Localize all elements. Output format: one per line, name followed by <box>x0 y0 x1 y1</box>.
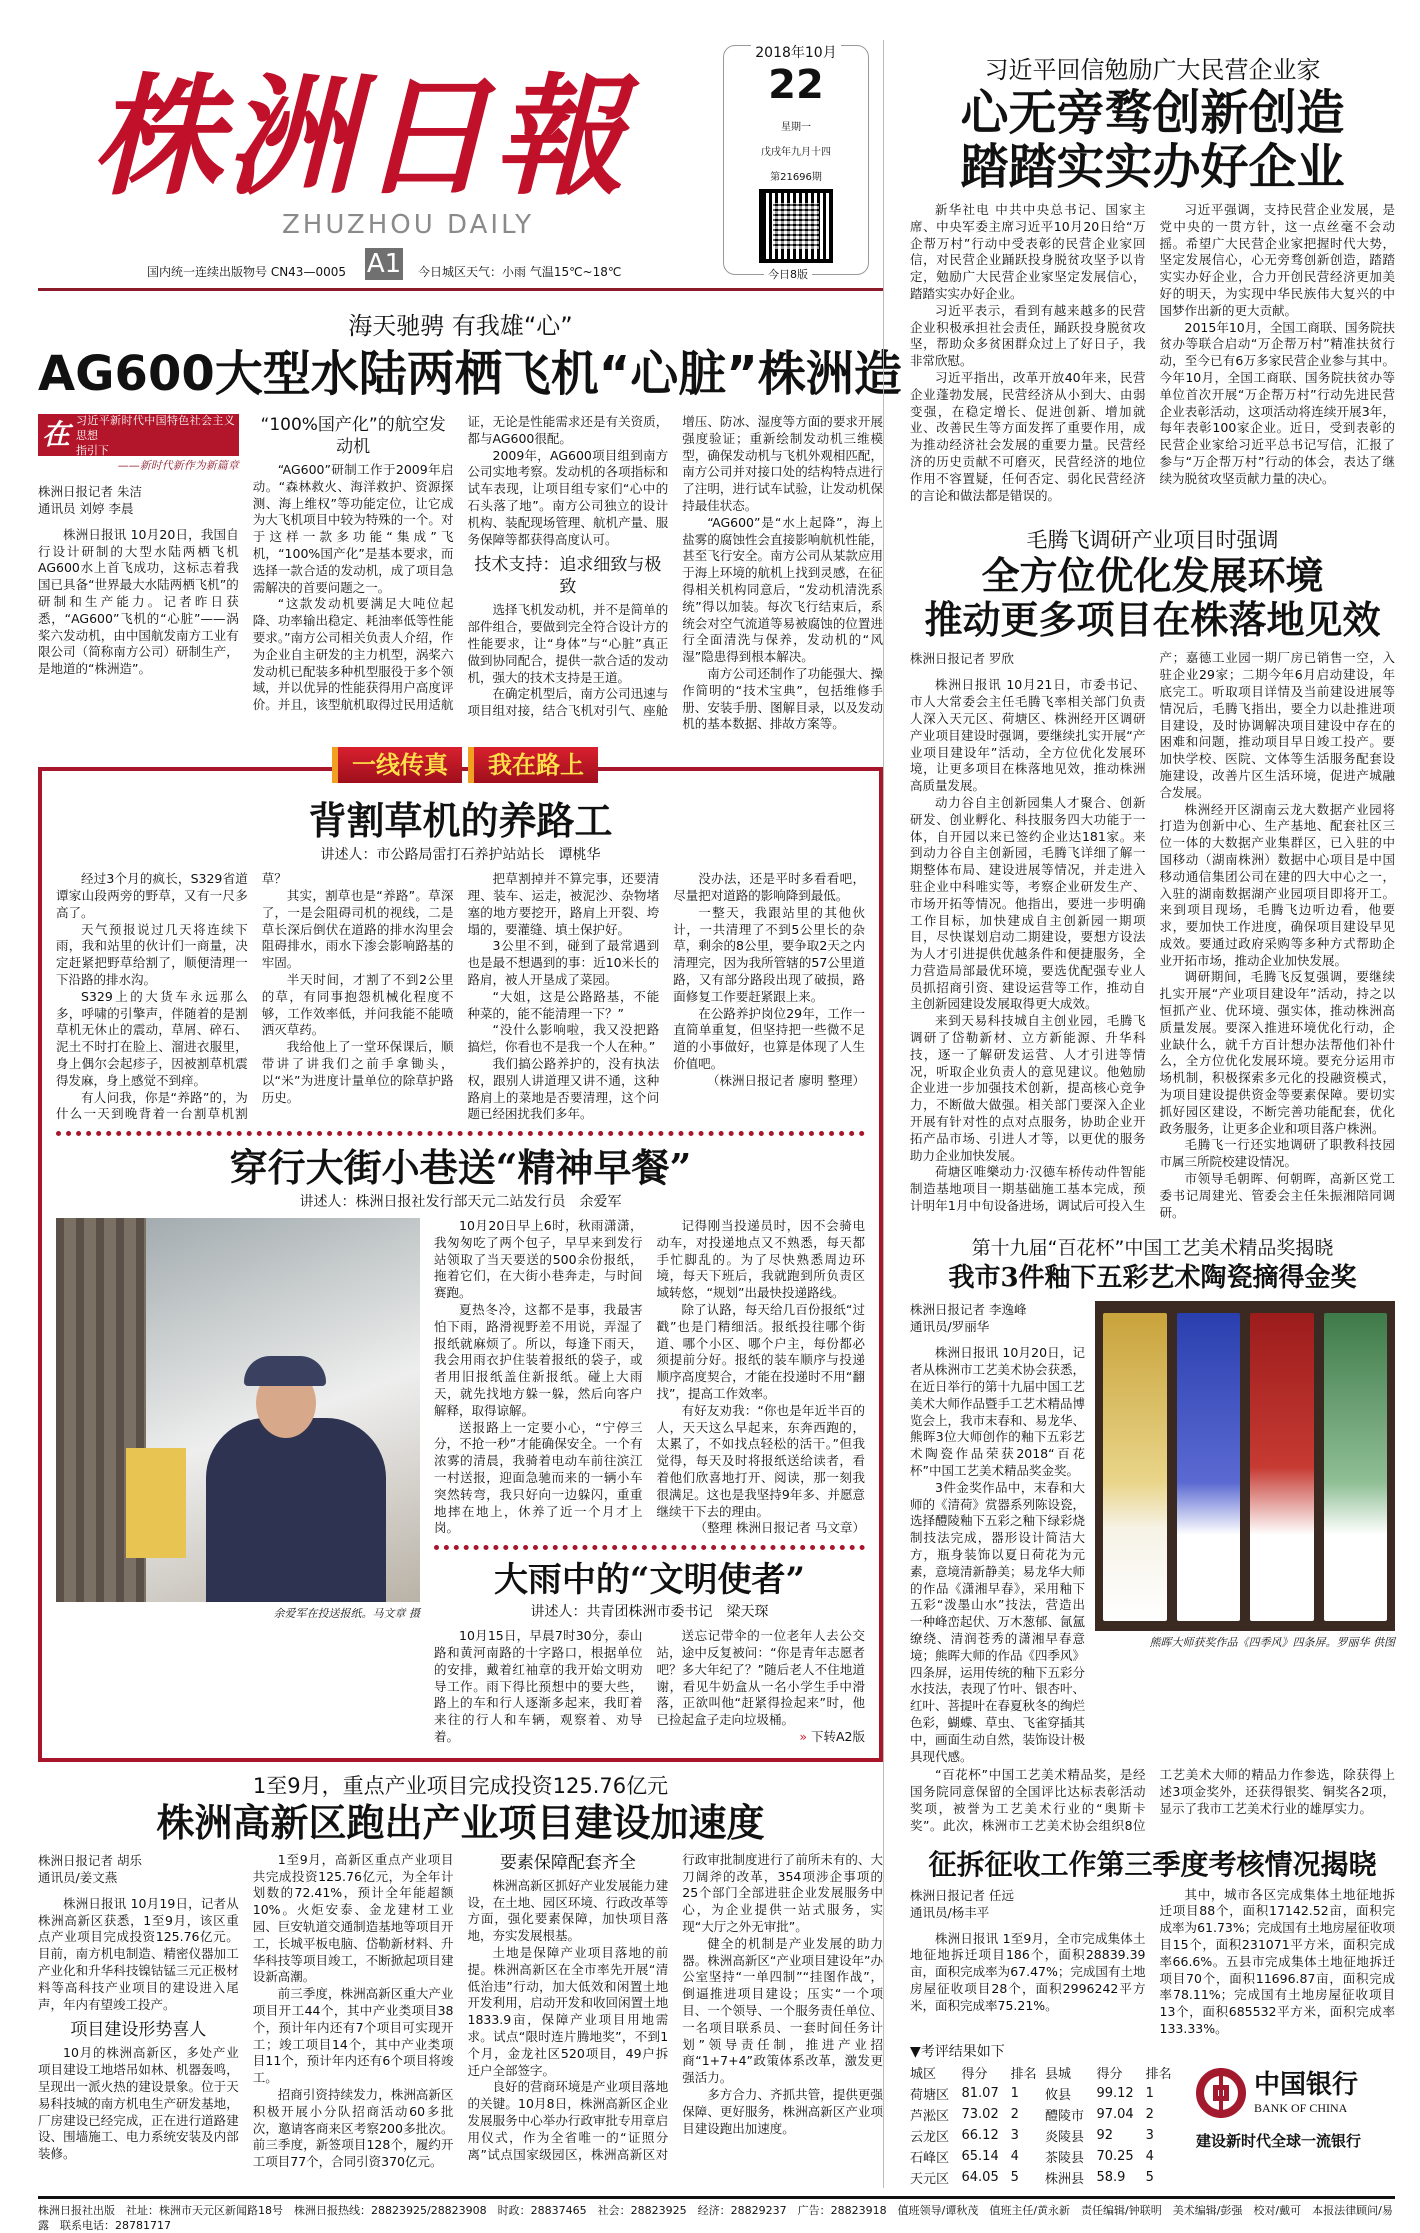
page-count: 今日8版 <box>764 266 812 282</box>
byline-correspondent: 通讯员 刘婷 李晨 <box>38 500 134 516</box>
lead-headline-line2: 踏踏实实办好企业 <box>960 139 1345 195</box>
story1-narrator: 讲述人：市公路局雷打石养护站站长 谭桃华 <box>320 847 601 864</box>
story2-narrator: 讲述人：株洲日报社发行部天元二站发行员 余爱军 <box>299 1194 622 1211</box>
paragraph: 习近平强调，支持民营企业发展，是党中央的一贯方针，这一点丝毫不会动摇。希望广大民营企业家把握时代大势，坚定发展信心，心无旁骛创新创造，踏踏实实办好企业，合力开创民营经济更加美好的明天，为实现中华民族伟大复兴的中国梦作出新的更大贡献。 <box>1159 202 1395 318</box>
ceramic-row <box>910 1301 1395 1765</box>
table-cell: 97.04 <box>1096 2106 1134 2122</box>
paragraph: “大姐，这是公路路基，不能种菜的，能不能清理一下？” <box>467 988 660 1021</box>
table-cell: 芦淞区 <box>910 2108 950 2124</box>
table-cell: 石峰区 <box>910 2150 950 2166</box>
bank-name-cn: 中国银行 <box>1254 2070 1359 2101</box>
date-year-month: 2018年10月 <box>751 42 840 62</box>
paragraph: 新华社电 中共中央总书记、国家主席、中央军委主席习近平10月20日给“万企帮万村”行动中受表彰的民营企业家回信，对民营企业踊跃投身脱贫攻坚予以肯定，勉励广大民营企业家坚定发展信心，踏踏实实办好企业。 <box>910 202 1146 301</box>
paragraph: 10月15日，早晨7时30分，泰山路和黄河南路的十字路口，根据单位的安排，戴着红袖章的我开始文明劝导工作。雨下得比预想中的要大些，路上的车和行人逐渐多起来，我盯着来往的行人和车辆，观察着、劝导着。 <box>434 1628 643 1745</box>
story1-credit: （株洲日报记者 廖明 整理） <box>707 1072 865 1088</box>
paragraph: 3件金奖作品中，末春和大师的《清荷》赏器系列陈设瓷，选择醴陵釉下五彩之釉下绿彩烧制技法完成，器形设计简洁大方，瓶身装饰以夏日荷花为元素，意境清新静美；易龙华大师的作品《潇湘早春》，采用釉下五彩“泼墨山水”技法，营造出一种峰峦起伏、万木葱郁、氤氲缭绕、清润苍秀的潇湘早春意境；熊晖大师的作品《四季风》四条屏，运用传统的釉下五彩分水技法，表现了竹叶、银杏叶、红叶、菩提叶在春夏秋冬的绚烂色彩，蝴蝶、草虫、飞雀穿插其中，画面生动自然，装饰设计极具现代感。 <box>910 1479 1086 1764</box>
ceramic-article-body-2 <box>910 1767 1395 1834</box>
demolition-byline <box>910 1887 1146 1921</box>
paragraph: 健全的机制是产业发展的助力器。株洲高新区“产业项目建设年”办公室坚持“一单四制”“挂图作战”，倒逼推进项目建设；压实“一个项目、一个领导、一个服务责任单位、一名项目联系员、一套时间任务计划”领导责任制，推进产业招商“1+7+4”政策体系改革，激发更强活力。 <box>682 1935 883 2086</box>
photo-caption: 余爱军在投送报纸。马文章 摄 <box>273 1607 420 1621</box>
hitech-paragraphs <box>38 1852 883 2171</box>
story3-title: 大雨中的“文明使者” <box>493 1560 806 1601</box>
col-header: 排名 <box>1145 2066 1172 2082</box>
table-cell: 1 <box>1145 2085 1154 2101</box>
col-header: 排名 <box>1010 2066 1037 2082</box>
paragraph: 夏热冬冷，这都不是事，我最害怕下雨，路滑视野差不用说，弄湿了报纸就麻烦了。所以，每逢下雨天，我会用雨衣护住装着报纸的袋子，或者用旧报纸盖住新报纸。碰上大雨天，就先找地方躲一躲，然后向客户解释，取得谅解。 <box>434 1302 643 1418</box>
publication-number: 国内统一连续出版物号 CN43—0005 <box>147 265 346 279</box>
subheading: 项目建设形势喜人 <box>70 2020 207 2041</box>
bank-of-china-ad[interactable] <box>1196 2062 1396 2151</box>
paragraph: 株洲日报讯 10月21日，市委书记、市人大常委会主任毛腾飞率相关部门负责人深入天元区、荷塘区、株洲经开区调研产业项目建设时强调，要继续扎实开展“产业项目建设年”活动，全方位优化发展环境，让更多项目在株落地见效，推动株洲高质量发展。 <box>910 677 1146 794</box>
paragraph: 市领导毛朝晖、何朝晖，高新区党工委书记周建光、管委会主任朱振湘陪同调研。 <box>1159 1171 1395 1220</box>
story2-3-text <box>434 1218 865 1746</box>
weekday: 星期一 <box>781 122 811 133</box>
table-row <box>910 2146 1180 2167</box>
masthead-rule <box>38 288 883 291</box>
paragraph: 选择飞机发动机，并不是简单的部件组合，要做到完全符合设计方的性能要求，让“身体”与“心脏”真正做到协同配合，提供一款合适的发动机，强大的技术支持是王道。 <box>467 602 669 685</box>
paragraph: “AG600”研制工作于2009年启动。“森林救火、海洋救护、资源探测、海上维权”等功能定位，让它成为大飞机项目中较为特殊的一个。对于这样一款多功能“集成”飞机，“100%国产化”是基本要求，而选择一款合适的发动机，成了项目急需解决的首要问题之一。 <box>252 462 454 595</box>
paragraph: “AG600”是“水上起降”，海上盐雾的腐蚀性会直接影响航机性能，甚至飞行安全。南方公司从某款应用于海上环境的航机上找到灵感，在征得相关机构同意后，“发动机清洗系统”得以加装。每次飞行结束后，系统会对空气流道等易被腐蚀的位置进行全面清洗与保养，发动机的“风湿”隐患得到根本解决。 <box>682 514 883 665</box>
paragraph: 株洲日报讯 10月20日，我国自行设计研制的大型水陆两栖飞机AG600水上首飞成功，这标志着我国已具备“世界最大水陆两栖飞机”的研制和生产能力。记者昨日获悉，“AG600”飞机的“心脏”——涡桨六发动机，由中国航发南方工业有限公司（简称南方公司）研制生产，是地道的“株洲造”。 <box>38 526 239 677</box>
story2-title: 穿行大街小巷送“精神早餐” <box>229 1145 692 1191</box>
col-header: 城区 <box>910 2066 937 2082</box>
paragraph: 半天时间，才割了不到2公里的草，有同事抱怨机械化程度不够，工作效率低，并问我能不能喷洒灭草药。 <box>261 971 454 1038</box>
table-cell: 醴陵市 <box>1044 2108 1084 2124</box>
table-cell: 攸县 <box>1044 2087 1071 2103</box>
dotted-divider <box>56 1131 865 1136</box>
col-header: 得分 <box>1096 2066 1123 2082</box>
byline-correspondent: 通讯员/杨丰平 <box>910 1904 990 1920</box>
byline-correspondent: 通讯员/罗丽华 <box>910 1319 990 1335</box>
table-row <box>910 2125 1180 2146</box>
paragraph: 记得刚当投递员时，因不会骑电动车，对投递地点又不熟悉，每天都手忙脚乱的。为了尽快熟悉周边环境，每天下班后，我就跑到所负责区域转悠，“规划”出最快投递路线。 <box>656 1218 865 1301</box>
table-cell: 3 <box>1010 2127 1019 2143</box>
paragraph: 有人问我，你是“养路”的，为什么一天到晚背着一台割草机割草？ <box>56 871 287 1122</box>
issue-number: 第21696期 <box>770 172 822 183</box>
lead-article-body <box>910 202 1395 504</box>
subheading: 技术支持：追求细致与极致 <box>474 555 662 598</box>
ceramic-kicker: 第十九届“百花杯”中国工艺美术精品奖揭晓 <box>971 1237 1334 1260</box>
ceramic-panels-photo <box>1095 1301 1395 1631</box>
paragraph: 3公里不到，碰到了最常遇到也是最不想遇到的事：近10米长的路肩，被人开垦成了菜园。 <box>467 938 660 987</box>
demolition-headline: 征拆征收工作第三季度考核情况揭晓 <box>928 1847 1377 1881</box>
mao-kicker: 毛腾飞调研产业项目时强调 <box>1026 528 1279 553</box>
story2-row <box>56 1218 865 1746</box>
table-cell: 92 <box>1096 2127 1114 2143</box>
paragraph: 1至9月，高新区重点产业项目共完成投资125.76亿元，为全年计划数的72.41%，预计全年能超额10%。火炬安泰、金龙建材工业园、巨安轨道交通制造基地等项目开工，长城平板电脑、岱勒新材料、升华科技等项目竣工，不断掀起项目建设新高潮。 <box>252 1851 454 1985</box>
table-row <box>910 2167 1180 2188</box>
mao-headline-line2: 推动更多项目在株落地见效 <box>924 598 1381 643</box>
paragraph: 送报路上一定要小心，“宁停三分，不抢一秒”才能确保安全。一个有浓雾的清晨，我骑着电动车前往滨江一村送报，迎面急驰而来的一辆小车突然转弯，我只好向一边躲闪，重重地摔在地上，休养了近一个月才上岗。 <box>434 1419 643 1536</box>
mao-article-body <box>910 650 1395 1221</box>
paragraph: 招商引资持续发力，株洲高新区积极开展小分队招商活动60多批次，邀请客商来区考察200多批次。前三季度，新签项目128个，履约开工项目77个，合同引资370亿元。 <box>252 2086 454 2170</box>
table-cell: 66.12 <box>961 2127 999 2143</box>
subheading: “100%国产化”的航空发动机 <box>260 415 446 457</box>
right-column <box>883 40 1395 2188</box>
lead-kicker: 习近平回信勉励广大民营企业家 <box>984 56 1321 84</box>
paragraph: 经过3个月的疯长，S329省道谭家山段两旁的野草，又有一尺多高了。 <box>56 871 248 920</box>
table-cell: 4 <box>1145 2148 1154 2164</box>
paragraph: 有好友劝我：“你也是年近半百的人，天天这么早起来，东奔西跑的，太累了，不如找点轻松的活干。”但我觉得，每天及时将报纸送给读者，看着他们欣喜地打开、阅读，那一刻我很满足。这也是我坚持9年多、并愿意继续干下去的理由。 <box>656 1402 865 1519</box>
paragraph: 天气预报说过几天将连续下雨，我和站里的伙计们一商量，决定赶紧把野草给割了，顺便清理一下沿路的排水沟。 <box>56 921 248 987</box>
ranking-table-body <box>910 2083 1180 2188</box>
paragraph: 土地是保障产业项目落地的前提。株洲高新区在全市率先开展“清低治违”行动，加大低效和闲置土地开发利用，启动开发和收回闲置土地1833.9亩，保障产业项目用地需求。试点“限时连片腾地奖”，不到1个月，金龙社区520项目，49户拆迁户全部签字。 <box>467 1945 669 2078</box>
table-cell: 65.14 <box>961 2148 999 2164</box>
dotted-divider <box>434 1545 865 1550</box>
ceramic-byline <box>910 1301 1085 1335</box>
newspaper-logo: 株洲日報 <box>92 60 629 213</box>
paragraph: 2009年，AG600项目组到南方公司实地考察。发动机的各项指标和试车表现，让项目组专家们“心中的石头落了地”。南方公司独立的设计机构、装配现场管理、航机产量、服务保障等都获得高度认可。 <box>467 447 669 547</box>
paragraph: 10月的株洲高新区，多处产业项目建设工地塔吊如林、机器轰鸣，呈现出一派火热的建设景象。位于天易科技城的南方机电生产研发基地，厂房建设已经完成，正在进行道路建设、围墙施工、电力系统安装及内部装修。 <box>38 2045 239 2162</box>
table-cell: 64.05 <box>961 2169 999 2185</box>
byline-reporter: 株洲日报记者 胡乐 <box>38 1852 142 1868</box>
bank-name-en: BANK OF CHINA <box>1254 2101 1348 2116</box>
hitech-kicker: 1至9月，重点产业项目完成投资125.76亿元 <box>252 1773 669 1798</box>
table-ad-row <box>910 2062 1395 2188</box>
ceramic-photo-block <box>1095 1301 1395 1651</box>
paragraph: 一整天，我跟站里的其他伙计，一共清理了不到5公里长的杂草，剩余的8公里，要争取2天之内清理完，因为我所管辖的57公里道路，又有部分路段出现了破损，路面修复工作要赶紧跟上来。 <box>673 904 865 1004</box>
table-cell: 99.12 <box>1096 2085 1134 2101</box>
lead-headline-line1: 心无旁骛创新创造 <box>960 85 1345 141</box>
byline-reporter: 株洲日报记者 朱洁 <box>38 483 142 499</box>
mao-headline <box>910 554 1395 642</box>
bank-logo-icon <box>1196 2068 1246 2118</box>
lead-headline <box>910 86 1395 194</box>
story1-title: 背割草机的养路工 <box>308 798 613 844</box>
subheading: 要素保障配套齐全 <box>499 1852 636 1873</box>
column-slogan: ——新时代新作为新篇章 <box>117 459 239 472</box>
lunar-date: 戊戌年九月十四 <box>761 147 831 158</box>
paragraph: S329上的大货车永远那么多，呼啸的引擎声，伴随着的是割草机无休止的震动，草屑、碎石、泥土不时打在脸上、溜进衣服里，身上偶尔会起疹子，因被割草机震得发麻，身上感觉不到痒。 <box>56 988 248 1088</box>
left-column <box>38 40 902 2171</box>
table-cell: 炎陵县 <box>1044 2129 1084 2145</box>
photo-block <box>56 1218 420 1622</box>
ceramic-photo-caption: 熊晖大师获奖作品《四季风》四条屏。罗丽华 供图 <box>1149 1636 1395 1650</box>
ceramic-paragraphs <box>910 1345 1085 1765</box>
table-cell: 58.9 <box>1096 2169 1126 2185</box>
byline-reporter: 株洲日报记者 李逸峰 <box>910 1302 1027 1318</box>
page-label: A1 <box>366 249 402 279</box>
mao-paragraphs <box>910 650 1395 1221</box>
feature-frame <box>38 751 883 1762</box>
continued-link[interactable] <box>657 1729 866 1746</box>
banner-label-2: 我在路上 <box>468 747 598 783</box>
ceramic-article-body <box>910 1301 1085 1765</box>
table-cell: 1 <box>1010 2085 1019 2101</box>
paragraph: 南方公司还制作了功能强大、操作简明的“技术宝典”，包括维修手册、安装手册、图解目录，以及发动机的基本数据、排故方案等。 <box>682 665 883 732</box>
paragraph: 除了认路，每天给几百份报纸“过戳”也是门精细活。报纸投往哪个街道、哪个小区、哪个户主，每份都必须提前分好。报纸的装车顺序与投递顺序高度契合，才能在投递时不用“翻找”，提高工作效率。 <box>656 1302 865 1402</box>
demolition-article-body <box>910 1887 1395 2038</box>
story3-narrator: 讲述人：共青团株洲市委书记 梁天琛 <box>530 1604 769 1621</box>
paragraph: “百花杯”中国工艺美术精品奖，是经国务院同意保留的全国评比达标表彰活动奖项，被誉为工艺美术行业的“奥斯卡奖”。此次，株洲市工艺美术协会组织8位工艺美术大师的精品力作参选，除获得上述3项金奖外，还获得银奖、铜奖各2项，显示了我市工艺美术行业的雄厚实力。 <box>910 1767 1395 1833</box>
paragraph: 2015年10月，全国工商联、国务院扶贫办等联合启动“万企帮万村”精准扶贫行动，至今已有6万多家民营企业参与其中。今年10月，全国工商联、国务院扶贫办等单位首次开展“万企帮万村”行动先进民营企业表彰活动，这项活动将连续开展3年，每年表彰100家企业。近日，受到表彰的民营企业家给习近平总书记写信，汇报了参与“万企帮万村”行动的体会，表达了继续为脱贫攻坚贡献力量的决心。 <box>1159 319 1395 486</box>
paragraph: 在确定机型后，南方公司迅速与项目组对接，结合飞机对引气、座舱增压、防冰、湿度等方面的要求开展强度验证；重新绘制发动机三维模型，确保发动机与飞机外观相匹配，南方公司并对接口处的结构特点进行了注明，进行试车试验，让发动机保持最佳状态。 <box>467 414 883 719</box>
table-cell: 70.25 <box>1096 2148 1134 2164</box>
paragraph: 在公路养护岗位29年，工作一直简单重复，但坚持把一些微不足道的小事做好，也算是体现了人生价值吧。 <box>673 1005 865 1071</box>
hitech-article-body <box>38 1852 883 2171</box>
table-cell: 2 <box>1010 2106 1019 2122</box>
paragraph: 株洲日报讯 10月20日，记者从株洲市工艺美术协会获悉，在近日举行的第十九届中国工艺美术大师作品暨手工艺术精品博览会上，我市末春和、易龙华、熊晖3位大师创作的釉下五彩艺术陶瓷作品荣获2018“百花杯”中国工艺美术精品奖金奖。 <box>910 1345 1086 1479</box>
ceramic-headline: 我市3件釉下五彩艺术陶瓷摘得金奖 <box>948 1263 1357 1294</box>
paragraph: 来到天易科技城自主创业园，毛腾飞调研了岱勒新材、立方新能源、升华科技，逐一了解研发运营、人才引进等情况，听取企业负责人的意见建议。他勉励企业进一步加强技术创新，提高核心竞争力，不断做大做强。相关部门要深入企业开展有针对性的点对点服务，协助企业开拓产品市场、引进人才等，以更优的服务助力企业加快发展。 <box>910 1013 1146 1163</box>
table-row <box>910 2083 1180 2104</box>
story2-credit: （整理 株洲日报记者 马文章） <box>694 1520 865 1536</box>
masthead <box>38 40 883 292</box>
ag600-headline: AG600大型水陆两栖飞机“心脏”株洲造 <box>38 346 902 402</box>
hitech-headline: 株洲高新区跑出产业项目建设加速度 <box>156 1799 765 1845</box>
paragraph: 习近平指出，改革开放40年来，民营企业蓬勃发展，民营经济从小到大、由弱变强，在稳定增长、促进创新、增加就业、改善民生等方面发挥了重要作用，成为推动经济社会发展的重要力量。民营经济的历史贡献不可磨灭，民营经济的地位作用不容置疑，任何否定、弱化民营经济的言论和做法都是错误的。 <box>910 369 1146 503</box>
paragraph: “这款发动机要满足大吨位起降、功率输出稳定、耗油率低等性能要求。”南方公司相关负责人介绍，作为企业自主研发的主力机型，涡桨六发动机已配装多种机型服役于多个领域，并以优异的性能获得用户高度评价。并且，该型航机取得过民用适航证，无论是性能需求还是有关资质，都与AG600很配。 <box>252 414 669 713</box>
bank-slogan: 建设新时代全球一流银行 <box>1196 2131 1362 2150</box>
column-badge-char: 在 <box>42 417 71 451</box>
col-header: 县城 <box>1044 2066 1071 2082</box>
hitech-byline <box>38 1852 239 1886</box>
footer-imprint: 株洲日报社出版 社址：株洲市天元区新闻路18号 株洲日报热线：28823925/28823908 时政：28837465 社会：28823925 经济：28829237 广告：28823918 值班领导/谭秋茂 值班主任/黄永新 责任编辑/钟联明 美术编辑/彭强 校对/戴可 本报法律顾问/易露 联系电话：28781717 <box>38 2196 1395 2233</box>
paragraph: 没办法，还是平时多看看吧，尽量把对道路的影响降到最低。 <box>673 871 865 903</box>
mao-headline-line1: 全方位优化发展环境 <box>981 554 1324 599</box>
date-day: 22 <box>768 62 824 108</box>
ag600-article-body <box>38 414 883 733</box>
paragraph: 我给他上了一堂环保课后，顺带讲了讲我们之前手拿锄头，以“米”为进度计量单位的除草护路历史。 <box>261 1039 454 1105</box>
paragraph: 株洲日报讯 1至9月，全市完成集体土地征地拆迁项目186个，面积28839.39亩，面积完成率为67.47%；完成国有土地房屋征收项目28个，面积2996242平方米，面积完成率75.21%。 <box>910 1930 1146 2013</box>
table-cell: 73.02 <box>961 2106 999 2122</box>
table-cell: 云龙区 <box>910 2129 950 2145</box>
story2-paragraphs <box>434 1218 865 1537</box>
table-cell: 荷塘区 <box>910 2087 950 2103</box>
ranking-table <box>910 2062 1180 2188</box>
byline-reporter: 株洲日报记者 任远 <box>910 1887 1014 1903</box>
table-cell: 4 <box>1010 2148 1019 2164</box>
table-row <box>910 2104 1180 2125</box>
ag600-kicker: 海天驰骋 有我雄“心” <box>348 312 573 340</box>
weather: 今日城区天气：小雨 气温15℃~18℃ <box>418 265 622 279</box>
paragraph: 株洲高新区抓好产业发展能力建设，在土地、园区环境、行政改革等方面，强化要素保障，加快项目落地，夯实发展根基。 <box>467 1877 669 1944</box>
paragraph: 毛腾飞一行还实地调研了职教科技园市属三所院校建设情况。 <box>1159 1137 1395 1170</box>
table-cell: 2 <box>1145 2106 1154 2122</box>
story2-body <box>434 1218 865 1537</box>
paragraph: “没什么影响啦，我又没把路搞烂，你看也不是我一个人在种。” <box>467 1022 660 1055</box>
paragraph: 把草割掉并不算完事，还要清理、装车、运走，被泥沙、杂物堵塞的地方要挖开，路肩上开裂、垮塌的，要灌缝、填土保护好。 <box>467 871 660 937</box>
mao-byline: 株洲日报记者 罗欣 <box>910 651 1014 667</box>
results-title: ▼考评结果如下 <box>910 2043 1005 2060</box>
table-header-row <box>910 2062 1180 2083</box>
newspaper-delivery-photo <box>56 1218 420 1602</box>
byline-correspondent: 通讯员/姜文燕 <box>38 1869 118 1885</box>
banner-label-1: 一线传真 <box>332 747 462 783</box>
continued-label: 下转A2版 <box>810 1729 865 1745</box>
paragraph: 株洲日报讯 10月19日，记者从株洲高新区获悉，1至9月，该区重点产业项目完成投资125.76亿元。目前，南方机电制造、精密仪器加工产业化和升华科技镍钴锰三元正极材料等高科技产业项目的建设进入尾声，年内有望竣工投产。 <box>38 1895 239 2012</box>
paragraph: 多方合力、齐抓共管，提供更强保障、更好服务，株洲高新区产业项目建设跑出加速度。 <box>682 2086 883 2136</box>
paragraph: 株洲经开区湖南云龙大数据产业园将打造为创新中心、生产基地、配套社区三位一体的大数据产业集群区，已入驻的中国移动（湖南株洲）数据中心项目是中国移动通信集团公司在建的四大中心之一，入驻的湖南数据湖产业园项目即将开工。来到项目现场，毛腾飞边听边看，他要求，要加快工作进度，确保项目建设早见成效。要通过政府采购等多种方式帮助企业开拓市场，推动企业加快发展。 <box>1159 801 1395 968</box>
story3-body <box>434 1628 865 1746</box>
table-cell: 茶陵县 <box>1044 2150 1084 2166</box>
continue-arrow-icon: » <box>799 1729 807 1745</box>
col-header: 得分 <box>961 2066 988 2082</box>
table-cell: 3 <box>1145 2127 1154 2143</box>
table-cell: 天元区 <box>910 2171 950 2187</box>
feature-banner <box>332 747 598 783</box>
paragraph: 调研期间，毛腾飞反复强调，要继续扎实开展“产业项目建设年”活动，持之以恒抓产业、优环境、强实体，推动株洲高质量发展。要深入推进环境优化行动，企业缺什么，就千方百计想办法帮他们补什么，全方位优化发展环境。要充分运用市场机制，积极探索多元化的投融资模式，为项目建设提供资金等要素保障。要切实抓好园区建设，不断完善功能配套，优化政务服务，让更多企业和项目落户株洲。 <box>1159 969 1395 1136</box>
column-badge-title2: 指引下 <box>76 443 110 457</box>
paragraph: 我们搞公路养护的，没有执法权，跟别人讲道理又讲不通，这种路肩上的菜地是否要清理，这个问题已经困扰我们多年。 <box>467 1055 660 1122</box>
column-badge <box>38 414 239 456</box>
paragraph: 习近平表示，看到有越来越多的民营企业积极承担社会责任，踊跃投身脱贫攻坚，帮助众多贫困群众过上了好日子，我非常欣慰。 <box>910 302 1146 369</box>
paragraph: 其实，割草也是“养路”。草深了，一是会阻碍司机的视线，二是草长深后倒伏在道路的排水沟里会阻碍排水，雨水下渗会影响路基的牢固。 <box>261 887 454 971</box>
column-badge-title: 习近平新时代中国特色社会主义思想 <box>76 413 235 442</box>
paragraph: 良好的营商环境是产业项目落地的关键。10月8日，株洲高新区企业发展服务中心举办行政审批专用章启用仪式，作为全省唯一的“证照分离”试点国家级园区，株洲高新区对行政审批制度进行了前所未有的、大刀阔斧的改革，354项涉企事项的25个部门全部进驻企业发展服务中心，为企业提供一站式服务，实现“大厅之外无审批”。 <box>467 1851 883 2162</box>
table-cell: 株洲县 <box>1044 2171 1084 2187</box>
table-cell: 5 <box>1010 2169 1019 2185</box>
paragraph: 荷塘区唯樂动力·汉德车桥传动件智能制造基地项目一期基础施工基本完成，预计明年1月中旬设备进场，调试后可投入生产；嘉德工业园一期厂房已销售一空，入驻企业29家；二期今年6月启动建设，年底完工。听取项目详情及当前建设进展等情况后，毛腾飞指出，要全力以赴推进项目建设，及时协调解决项目建设中存在的困难和问题，推动项目早日竣工投产。要加快学校、医院、文体等生活服务配套设施建设，改善片区生活环境，促进产城融合发展。 <box>910 650 1395 1214</box>
table-cell: 81.07 <box>961 2085 999 2101</box>
paragraph: 动力谷自主创新园集人才聚合、创新研发、创业孵化、科技服务四大功能于一体，自开园以来已签约企业达181家。来到动力谷自主创新园，毛腾飞详细了解一期整体布局、建设进展等情况，并走进入驻企业中科唯实等，考察企业研发生产、市场开拓等情况。他指出，要进一步明确工作目标，加快建成自主创新园一期项目，尽快谋划启动二期建设，要想方设法为人才引进提供优越条件和便捷服务，全力营造局部最优环境，要选优配强专业人员抓招商引资、建设运营等工作，推动自主创新园建设发展取得更大成效。 <box>910 794 1146 1012</box>
paragraph: 其中，城市各区完成集体土地征地拆迁项目88个，面积17142.52亩，面积完成率为61.73%；完成国有土地房屋征收项目15个，面积231071平方米，面积完成率66.6%。五县市完成集体土地征地拆迁项目70个，面积11696.87亩，面积完成率78.11%；完成国有土地房屋征收项目13个，面积685532平方米，面积完成率133.33%。 <box>1159 1886 1395 2036</box>
newspaper-english-name: ZHUZHOU DAILY <box>282 210 534 240</box>
paragraph: 前三季度，株洲高新区重大产业项目开工44个，其中产业类项目38个，预计年内还有7个项目可实现开工；竣工项目14个，其中产业类项目11个，预计年内还有6个项目将竣工。 <box>252 1986 454 2086</box>
date-box <box>723 45 869 281</box>
table-cell: 5 <box>1145 2169 1154 2185</box>
story1-body <box>56 871 865 1123</box>
paragraph: 10月20日早上6时，秋雨潇潇，我匆匆吃了两个包子，早早来到发行站领取了当天要送的500余份报纸，拖着它们，在大街小巷奔走，与时间赛跑。 <box>434 1218 643 1301</box>
paragraph: 送忘记带伞的一位老年人去公交站，途中反复被问：“你是青年志愿者吧？多大年纪了？”随后老人不住地道谢，看见牛奶盒从一名小学生手中滑落，正欲叫他“赶紧得捡起来”时，他已捡起盒子走向垃圾桶。 <box>656 1628 865 1728</box>
qr-code-icon[interactable] <box>763 193 829 259</box>
ag600-byline <box>38 483 239 517</box>
